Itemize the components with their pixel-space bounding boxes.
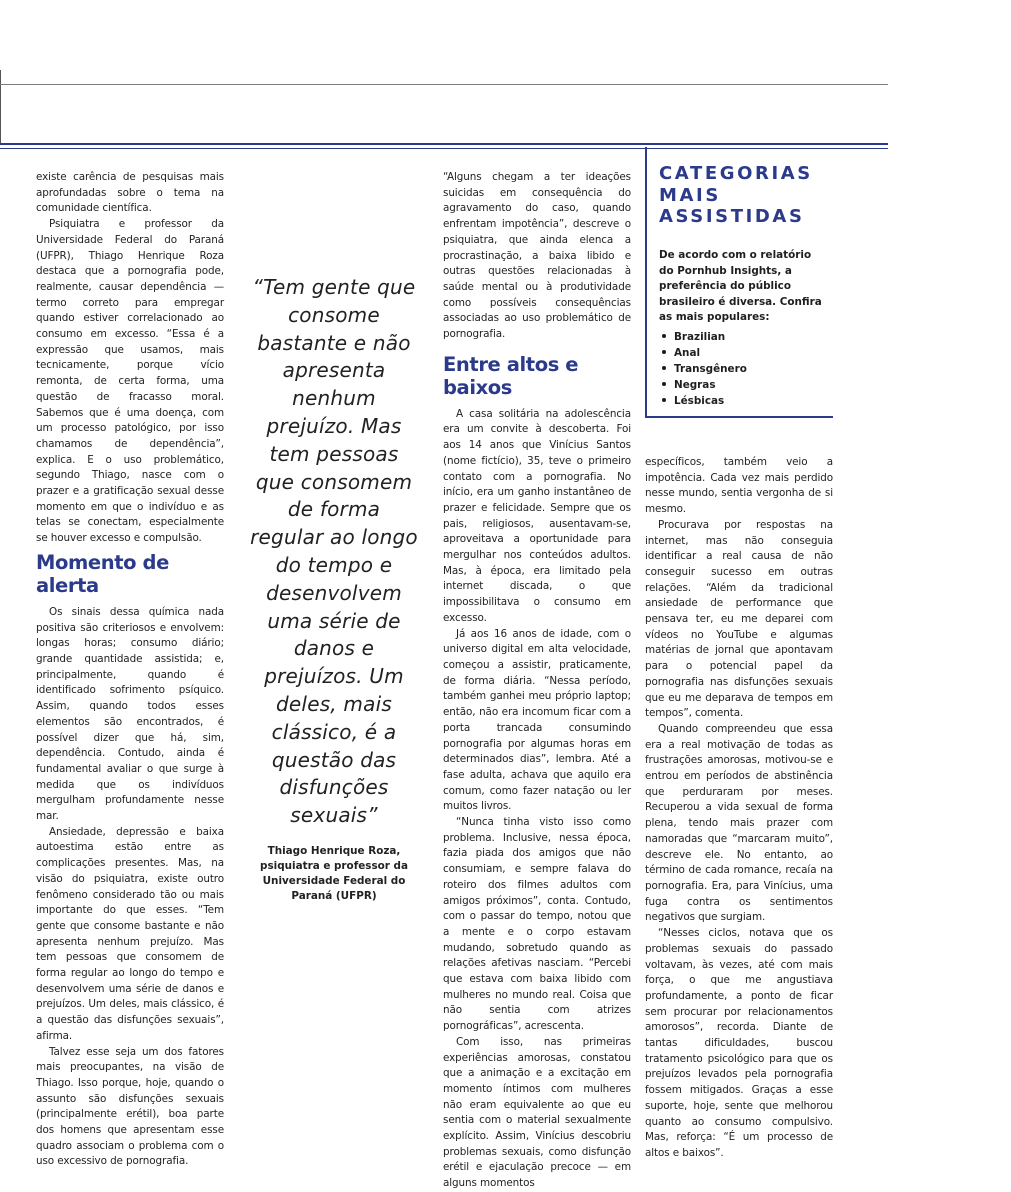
list-item-label: Negras (674, 379, 716, 391)
section-heading: Momento de alerta (36, 550, 169, 597)
paragraph: “Alguns chegam a ter ideações suicidas em consequência do agravamento do caso, quando enfrentam impotência”, descreve o psiquiatra, que ainda elenca a procrastinação, a baixa libido e outras questões relacionadas à saúde mental ou à produtividade como possíveis consequências associadas ao uso problemático de pornografia. (443, 171, 631, 341)
sidebar-box-border-bottom (645, 416, 833, 418)
article-column-3 (443, 170, 631, 1192)
pull-quote-credit: Thiago Henrique Roza, psiquiatra e professor da Universidade Federal do Paraná (UFPR) (260, 844, 408, 902)
paragraph: A casa solitária na adolescência era um convite à descoberta. Foi aos 14 anos que Vinícius Santos (nome fictício), 35, teve o primeiro contato com a pornografia. No início, era um ganho instantâneo de prazer e felicidade. Sempre que os pais, religiosos, ausentavam-se, aproveitava a oportunidade para mergulhar nos conteúdos adultos. Mas, à época, era limitado pela internet discada, o que impossibilitava o consumo em excesso. (443, 407, 631, 624)
section-heading: Entre altos e baixos (443, 352, 579, 399)
bullet-icon (662, 334, 666, 338)
sidebar-box-intro: De acordo com o relatório do Pornhub Insights, a preferência do público brasileiro é diversa. Confira as mais populares: (659, 249, 822, 323)
paragraph: Os sinais dessa química nada positiva são criteriosos e envolvem: longas horas; consumo diário; grande quantidade assistida; e, principalmente, quando é identificado sofrimento psíquico. Assim, quando todos esses elementos são encontrados, é possível dizer que há, sim, dependência. Contudo, ainda é fundamental avaliar o que surge à medida que os indivíduos mergulham profundamente nesse mar. (36, 605, 224, 823)
paragraph: Psiquiatra e professor da Universidade Federal do Paraná (UFPR), Thiago Henrique Roza destaca que a pornografia pode, realmente, causar dependência — termo correto para empregar quando estiver correlacionado ao consumo em excesso. “Essa é a expressão que usamos, mais tecnicamente, porque vício remonta, de certa forma, uma questão de fracasso moral. Sabemos que é uma doença, com um processo patológico, por isso chamamos de dependência”, explica. E o uso problemático, segundo Thiago, nasce com o prazer e a gratificação sexual desse momento em que o indivíduo e as telas se conectam, especialmente se houver excesso e compulsão. (36, 218, 224, 545)
paragraph: existe carência de pesquisas mais aprofundadas sobre o tema na comunidade científica. (36, 171, 224, 215)
article-column-1 (36, 170, 224, 1170)
paragraph: específicos, também veio a impotência. Cada vez mais perdido nesse mundo, sentia vergonha de si mesmo. (645, 456, 833, 516)
list-item (659, 345, 829, 361)
paragraph: Procurava por respostas na internet, mas não conseguia identificar a real causa de não conseguir sucesso em outras relações. “Além da tradicional ansiedade de performance que pensava ter, eu me deparei com vídeos no YouTube e algumas matérias de jornal que apontavam para o potencial papel da pornografia nas disfunções sexuais que eu me deparava de tempos em tempos”, comenta. (645, 518, 833, 720)
pull-quote-text: “Tem gente que consome bastante e não apresenta nenhum prejuízo. Mas tem pessoas que consomem de forma regular ao longo do tempo e desenvolvem uma série de danos e prejuízos. Um deles, mais clássico, é a questão das disfunções sexuais” (250, 275, 418, 828)
header-rule (0, 84, 888, 85)
paragraph: Com isso, nas primeiras experiências amorosas, constatou que a animação e a excitação em momento íntimos com mulheres não eram equivalente ao que eu sentia com o material sexualmente explícito. Assim, Vinícius descobriu problemas sexuais, como disfunção erétil e ejaculação precoce — em alguns momentos (443, 1035, 631, 1190)
list-item-label: Anal (674, 347, 701, 359)
paragraph: “Nunca tinha visto isso como problema. Inclusive, nessa época, fazia piada dos amigos que não consumiam, e sempre falava do roteiro dos filmes adultos com amigos próximos”, conta. Contudo, com o passar do tempo, notou que a mente e o corpo estavam mudando, sobretudo quando as relações afetivas nasciam. “Percebi que estava com baixa libido com mulheres no mundo real. Coisa que não sentia com atrizes pornográficas”, acrescenta. (443, 816, 631, 1033)
sidebar-box (645, 147, 833, 417)
list-item (659, 393, 829, 409)
list-item (659, 361, 829, 377)
sidebar-box-border-left (645, 147, 647, 417)
paragraph: Ansiedade, depressão e baixa autoestima estão entre as complicações presentes. Mas, na visão do psiquiatra, existe outro fenômeno considerado tão ou mais importante do que esses. “Tem gente que consome bastante e não apresenta nenhum prejuízo. Mas tem pessoas que consomem de forma regular ao longo do tempo e desenvolvem uma série de danos e prejuízos. Um deles, mais clássico, é a questão das disfunções sexuais”, afirma. (36, 825, 224, 1042)
paragraph: Talvez esse seja um dos fatores mais preocupantes, na visão de Thiago. Isso porque, hoje, quando o assunto são disfunções sexuais (principalmente erétil), boa parte dos homens que apresentam esse quadro associam o problema com o uso excessivo de pornografia. (36, 1045, 224, 1168)
list-item (659, 329, 829, 345)
section-rule-thick (0, 143, 888, 145)
bullet-icon (662, 366, 666, 370)
paragraph: “Nesses ciclos, notava que os problemas sexuais do passado voltavam, às vezes, até com mais força, o que me angustiava profundamente, a ponto de ficar sem procurar por relacionamentos amorosos”, recorda. Diante de tantas dificuldades, buscou tratamento psicológico para que os prejuízos levados pela pornografia fossem mitigados. Graças a esse suporte, hoje, sente que melhorou quanto ao consumo compulsivo. Mas, reforça: “É um processo de altos e baixos”. (645, 927, 833, 1159)
category-list (659, 329, 829, 409)
article-column-4 (645, 455, 833, 1162)
paragraph: Já aos 16 anos de idade, com o universo digital em alta velocidade, começou a assistir, praticamente, de forma diária. “Nessa período, também ganhei meu próprio laptop; então, não era incomum ficar com a porta trancada consumindo pornografia por algumas horas em determinados dias”, lembra. Até a fase adulta, achava que aquilo era comum, como fazer natação ou ler muitos livros. (443, 627, 631, 813)
bullet-icon (662, 382, 666, 386)
bullet-icon (662, 398, 666, 402)
list-item-label: Transgênero (674, 363, 747, 375)
paragraph: Quando compreendeu que essa era a real motivação de todas as frustrações amorosas, motivou-se e entrou em períodos de abstinência que perduraram por meses. Recuperou a vida sexual de forma plena, tendo mais prazer com namoradas que “marcaram muito”, descreve ele. No entanto, ao término de cada romance, recaía na pornografia. Era, para Vinícius, uma fuga contra os sentimentos negativos que surgiam. (645, 722, 833, 924)
list-item-label: Lésbicas (674, 395, 725, 407)
sidebar-box-title: CATEGORIAS MAIS ASSISTIDAS (659, 163, 813, 227)
list-item-label: Brazilian (674, 331, 726, 343)
pull-quote (250, 274, 418, 904)
list-item (659, 377, 829, 393)
left-edge-rule (0, 70, 1, 145)
bullet-icon (662, 350, 666, 354)
